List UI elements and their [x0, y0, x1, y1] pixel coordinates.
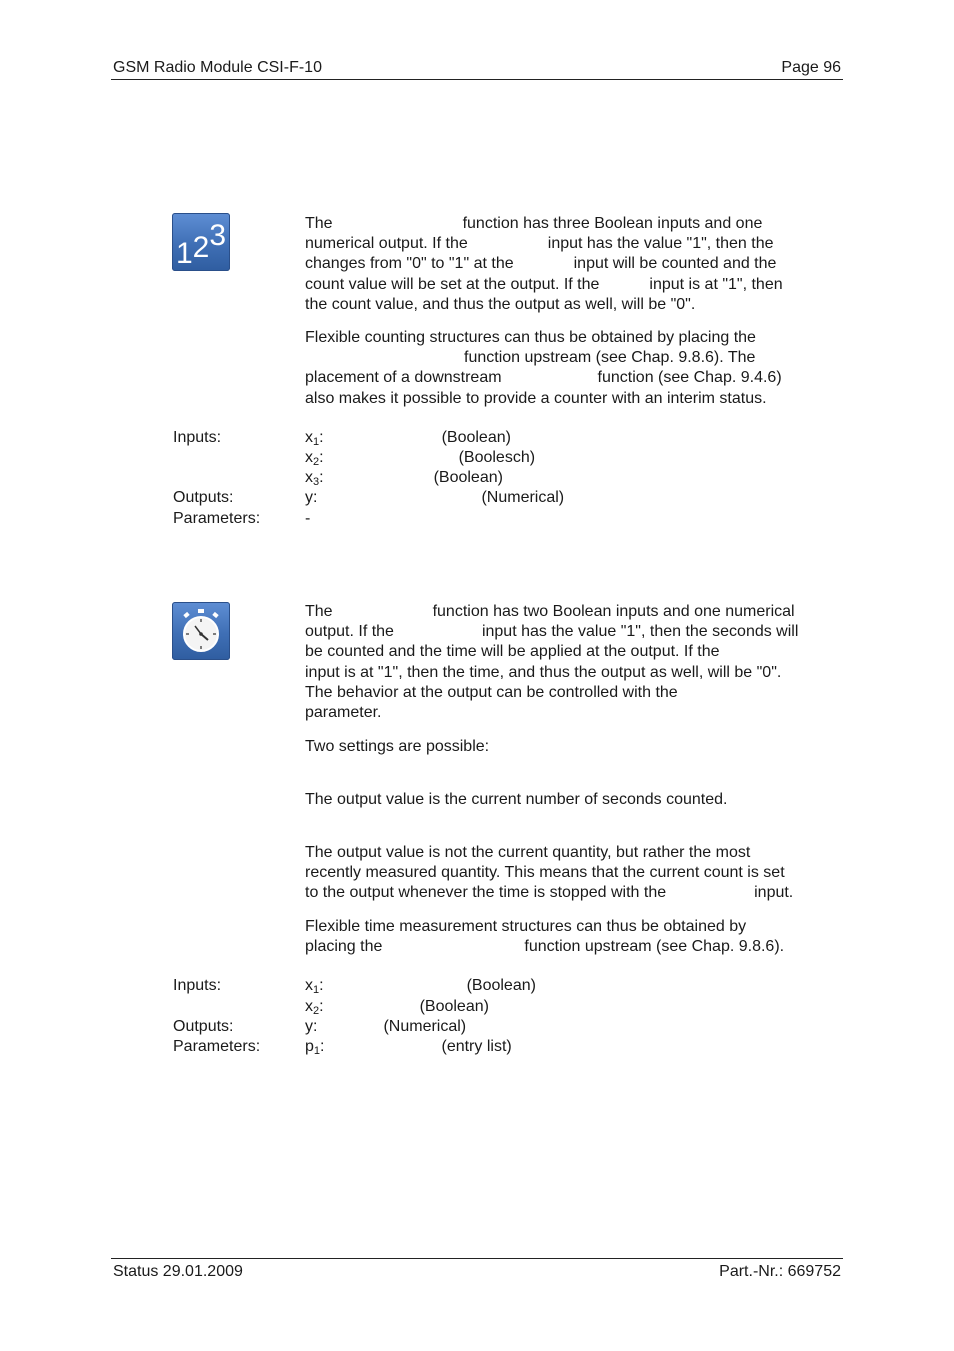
- counter-output-y: y: (Numerical): [305, 489, 565, 506]
- footer-rule: [111, 1258, 843, 1259]
- timer-settings-intro: Two settings are possible:: [305, 738, 490, 755]
- timer-input-x1: $x_1$: (Boolean): [305, 977, 536, 996]
- header-rule: [111, 79, 843, 80]
- timer-description: The function has two Boolean inputs and one numerical output. If the input has the value "1", then the seconds will be counted and the time will be applied at the output. If the input is at "1", then the time, and thus the output as well, will be "0". The behavior at the output can be controlled with the parameter.: [305, 603, 799, 722]
- counter-123-icon: [172, 213, 230, 271]
- header-title: GSM Radio Module CSI-F-10: [113, 59, 322, 76]
- timer-setting-last-measured: The output value is not the current quantity, but rather the most recently measured quantity. This means that the current count is set to the output whenever the time is stopped with the input.: [305, 844, 794, 902]
- counter-description: The function has three Boolean inputs and one numerical output. If the input has the value "1", then the changes from "0" to "1" at the input will be counted and the count value will be set at the output. If the input is at "1", then the count value, and thus the output as well, will be "0".: [305, 215, 783, 313]
- counter-input-x3: $x_3$: (Boolean): [305, 469, 503, 488]
- timer-structures-paragraph: Flexible time measurement structures can thus be obtained by placing the function upstream (see Chap. 9.8.6).: [305, 918, 785, 956]
- timer-parameters-label: Parameters:: [173, 1038, 261, 1055]
- counter-input-x1: $x_1$: (Boolean): [305, 429, 511, 448]
- footer-part-number: Part.-Nr.: 669752: [719, 1263, 841, 1280]
- stopwatch-icon: [172, 602, 230, 660]
- timer-outputs-label: Outputs:: [173, 1018, 234, 1035]
- counter-structures-paragraph: Flexible counting structures can thus be obtained by placing the function upstream (see Chap. 9.8.6). The placement of a downstream function (see Chap. 9.4.6) also makes it possible to provide a counter with an interim status.: [305, 329, 782, 407]
- counter-parameters-label: Parameters:: [173, 510, 261, 527]
- footer-status: Status 29.01.2009: [113, 1263, 243, 1280]
- timer-inputs-label: Inputs:: [173, 977, 222, 994]
- timer-output-y: y: (Numerical): [305, 1018, 467, 1035]
- counter-parameters-value: -: [305, 510, 311, 527]
- counter-input-x2: $x_2$: (Boolesch): [305, 449, 536, 468]
- page-number: Page 96: [781, 59, 841, 76]
- timer-setting-current: The output value is the current number of seconds counted.: [305, 791, 728, 808]
- timer-parameter-p1: $p_1$: (entry list): [305, 1038, 512, 1057]
- counter-inputs-label: Inputs:: [173, 429, 222, 446]
- timer-input-x2: $x_2$: (Boolean): [305, 998, 489, 1017]
- svg-text:123: 123: [175, 219, 227, 270]
- counter-outputs-label: Outputs:: [173, 489, 234, 506]
